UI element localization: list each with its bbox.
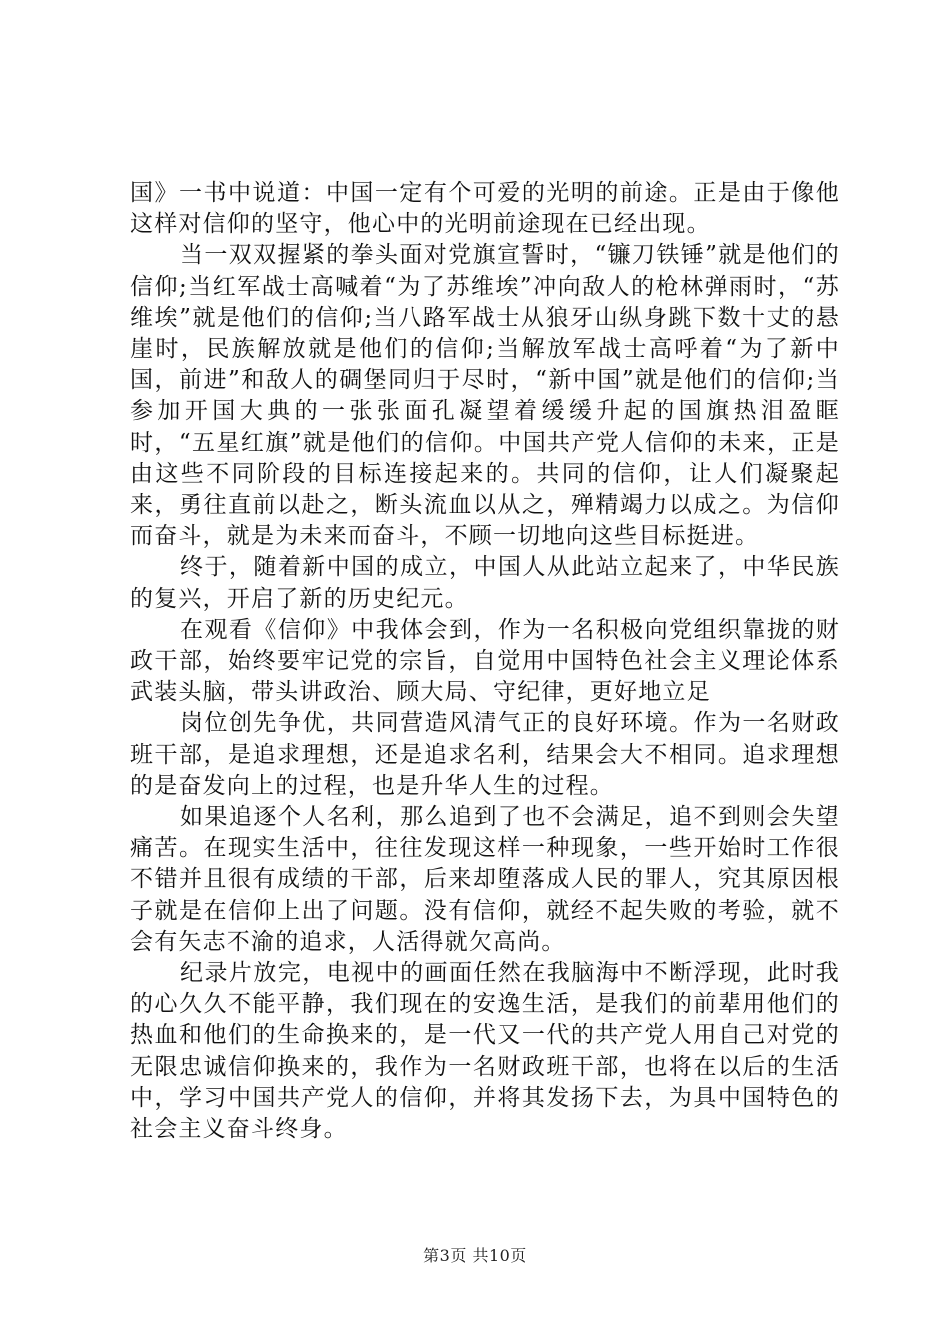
paragraph: 纪录片放完，电视中的画面任然在我脑海中不断浮现，此时我的心久久不能平静，我们现在的安逸生活，是我们的前辈用他们的热血和他们的生命换来的，是一代又一代的共产党人用自己对党的无限忠诚信仰换来的，我作为一名财政班干部，也将在以后的生活中，学习中国共产党人的信仰，并将其发扬下去，为具中国特色的社会主义奋斗终身。 bbox=[130, 960, 840, 1143]
paragraph: 如果追逐个人名利，那么追到了也不会满足，追不到则会失望痛苦。在现实生活中，往往发现这样一种现象，一些开始时工作很不错并且很有成绩的干部，后来却堕落成人民的罪人，究其原因根子就是在信仰上出了问题。没有信仰，就经不起失败的考验，就不会有矢志不渝的追求，人活得就欠高尚。 bbox=[130, 804, 840, 955]
paragraph: 岗位创先争优，共同营造风清气正的良好环境。作为一名财政班干部，是追求理想，还是追求名利，结果会大不相同。追求理想的是奋发向上的过程，也是升华人生的过程。 bbox=[130, 710, 840, 799]
paragraph: 在观看《信仰》中我体会到，作为一名积极向党组织靠拢的财政干部，始终要牢记党的宗旨，自觉用中国特色社会主义理论体系武装头脑，带头讲政治、顾大局、守纪律，更好地立足 bbox=[130, 616, 840, 706]
paragraph: 当一双双握紧的拳头面对党旗宣誓时，“镰刀铁锤”就是他们的信仰;当红军战士高喊着“为了苏维埃”冲向敌人的枪林弹雨时，“苏维埃”就是他们的信仰;当八路军战士从狼牙山纵身跳下数十丈的悬崖时，民族解放就是他们的信仰;当解放军战士高呼着“为了新中国，前进”和敌人的碉堡同归于尽时，“新中国”就是他们的信仰;当参加开国大典的一张张面孔凝望着缓缓升起的国旗热泪盈眶时，“五星红旗”就是他们的信仰。中国共产党人信仰的未来，正是由这些不同阶段的目标连接起来的。共同的信仰，让人们凝聚起来，勇往直前以赴之，断头流血以从之，殚精竭力以成之。为信仰而奋斗，就是为未来而奋斗，不顾一切地向这些目标挺进。 bbox=[130, 242, 840, 550]
paragraph: 终于，随着新中国的成立，中国人从此站立起来了，中华民族的复兴，开启了新的历史纪元。 bbox=[130, 554, 840, 612]
page-footer: 第3页 共10页 bbox=[423, 1246, 527, 1265]
document-body bbox=[130, 178, 840, 1145]
paragraph: 国》一书中说道：中国一定有个可爱的光明的前途。正是由于像他这样对信仰的坚守，他心中的光明前途现在已经出现。 bbox=[130, 180, 840, 238]
